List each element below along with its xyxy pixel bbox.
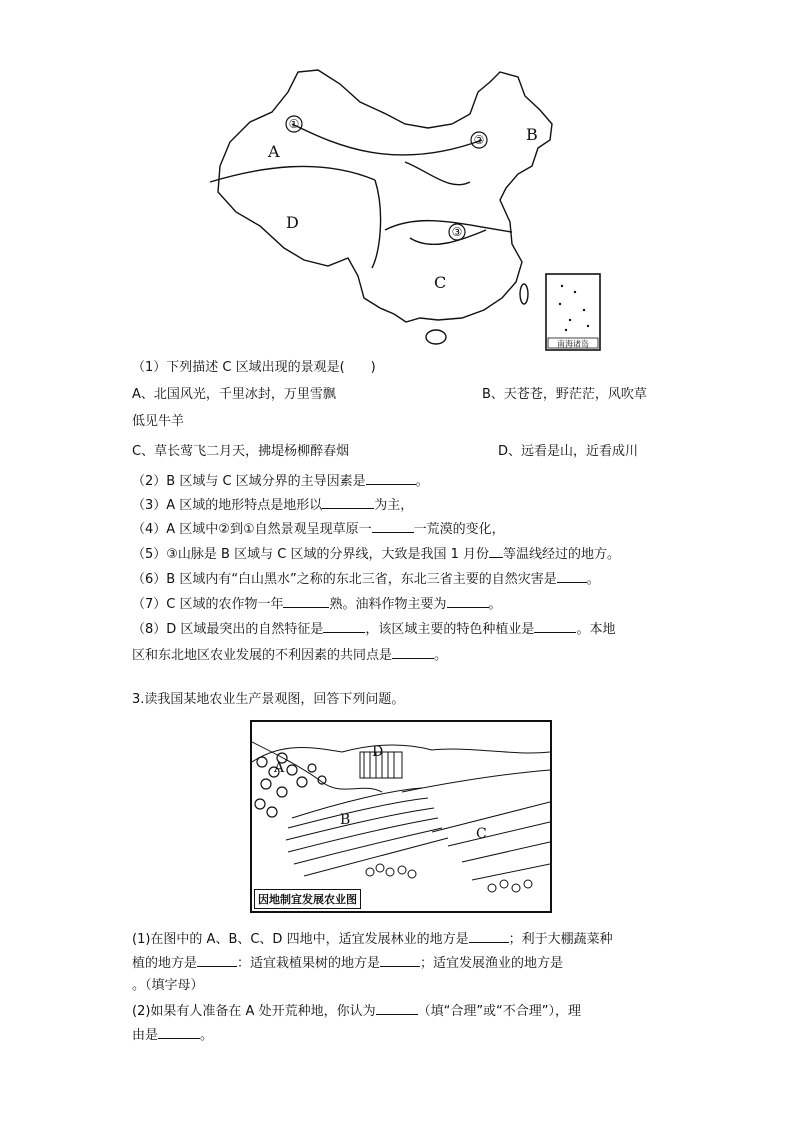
answer-blank[interactable]	[323, 618, 365, 633]
answer-blank[interactable]	[372, 518, 414, 533]
q2-stem-7: （7）C 区域的农作物一年 熟。油料作物主要为 。	[132, 593, 502, 615]
china-outline	[218, 70, 552, 322]
map-marker-2: ②	[473, 133, 485, 147]
map-label-d: D	[286, 213, 299, 232]
boundary-a-d	[210, 166, 375, 182]
q2-option-a: A、北国风光，千里冰封，万里雪飘	[132, 387, 336, 402]
map-label-a: A	[268, 142, 280, 161]
answer-blank[interactable]	[469, 928, 509, 943]
answer-blank[interactable]	[158, 1024, 200, 1039]
q2-option-b-cont: 低见牛羊	[132, 414, 185, 429]
answer-blank[interactable]	[392, 644, 434, 659]
q2-stem-1: （1）下列描述 C 区域出现的景观是( )	[132, 360, 376, 375]
boundary-d-east	[372, 180, 381, 268]
map-label-b: B	[526, 125, 538, 144]
q3-part2-line2: 由是 。	[132, 1024, 213, 1046]
china-map-svg	[200, 62, 610, 357]
figure-caption: 因地制宜发展农业图	[254, 889, 361, 909]
answer-blank[interactable]	[557, 568, 587, 583]
scene-label-c: C	[476, 826, 487, 842]
curve-3	[410, 230, 486, 244]
map-marker-1: ①	[288, 117, 300, 131]
q2-option-b: B、天苍苍，野茫茫，风吹草	[482, 387, 647, 402]
answer-blank[interactable]	[376, 1000, 418, 1015]
taiwan-island	[520, 284, 528, 304]
q3-part1-line2: 植的地方是 ：适宜栽植果树的地方是 ；适宜发展渔业的地方是	[132, 952, 563, 974]
curve-1-2	[292, 124, 482, 155]
answer-blank[interactable]	[197, 952, 237, 967]
boundary-b-c	[385, 221, 512, 232]
answer-blank[interactable]	[380, 952, 420, 967]
q2-stem-8-cont: 区和东北地区农业发展的不利因素的共同点是 。	[132, 644, 447, 666]
answer-blank[interactable]	[534, 618, 576, 633]
map-label-c: C	[434, 273, 447, 292]
inset-caption: 南海诸岛	[557, 339, 589, 349]
q2-option-d: D、远看是山，近看成川	[498, 444, 639, 459]
q2-stem-3: （3）A 区域的地形特点是地形以 为主，	[132, 494, 413, 516]
answer-blank[interactable]	[489, 543, 503, 558]
boundary-b-east	[405, 162, 470, 185]
answer-blank[interactable]	[366, 470, 416, 485]
q2-stem-8: （8）D 区域最突出的自然特征是 ，该区域主要的特色种植业是 。本地	[132, 618, 615, 640]
scene-label-a: A	[274, 760, 285, 776]
south-china-sea-inset	[546, 274, 600, 350]
answer-blank[interactable]	[322, 494, 374, 509]
hainan-island	[426, 330, 446, 344]
scene-label-d: D	[372, 744, 384, 760]
q3-part1-line1: (1)在图中的 A、B、C、D 四地中，适宜发展林业的地方是 ；利于大棚蔬菜种	[132, 928, 613, 950]
q2-stem-4: （4）A 区域中②到①自然景观呈现草原一 一荒漠的变化，	[132, 518, 505, 540]
q3-part1-line3: 。（填字母）	[132, 978, 204, 993]
map-marker-3: ③	[451, 225, 463, 239]
q2-option-c: C、草长莺飞二月天，拂堤杨柳醉春烟	[132, 444, 350, 459]
q2-stem-2: （2）B 区域与 C 区域分界的主导因素是 。	[132, 470, 429, 492]
scene-label-b: B	[340, 812, 351, 828]
agriculture-landscape-figure	[250, 720, 552, 913]
q3-part2-line1: (2)如果有人准备在 A 处开荒种地，你认为 （填“合理”或“不合理”），理	[132, 1000, 581, 1022]
answer-blank[interactable]	[283, 593, 329, 608]
answer-blank[interactable]	[447, 593, 489, 608]
landscape-svg	[252, 722, 550, 911]
china-region-map	[200, 62, 610, 357]
q3-title: 3.读我国某地农业生产景观图，回答下列问题。	[132, 692, 405, 707]
q2-stem-5: （5）③山脉是 B 区域与 C 区域的分界线，大致是我国 1 月份 等温线经过的地方。	[132, 543, 620, 565]
q2-stem-6: （6）B 区域内有“白山黑水”之称的东北三省，东北三省主要的自然灾害是 。	[132, 568, 600, 590]
